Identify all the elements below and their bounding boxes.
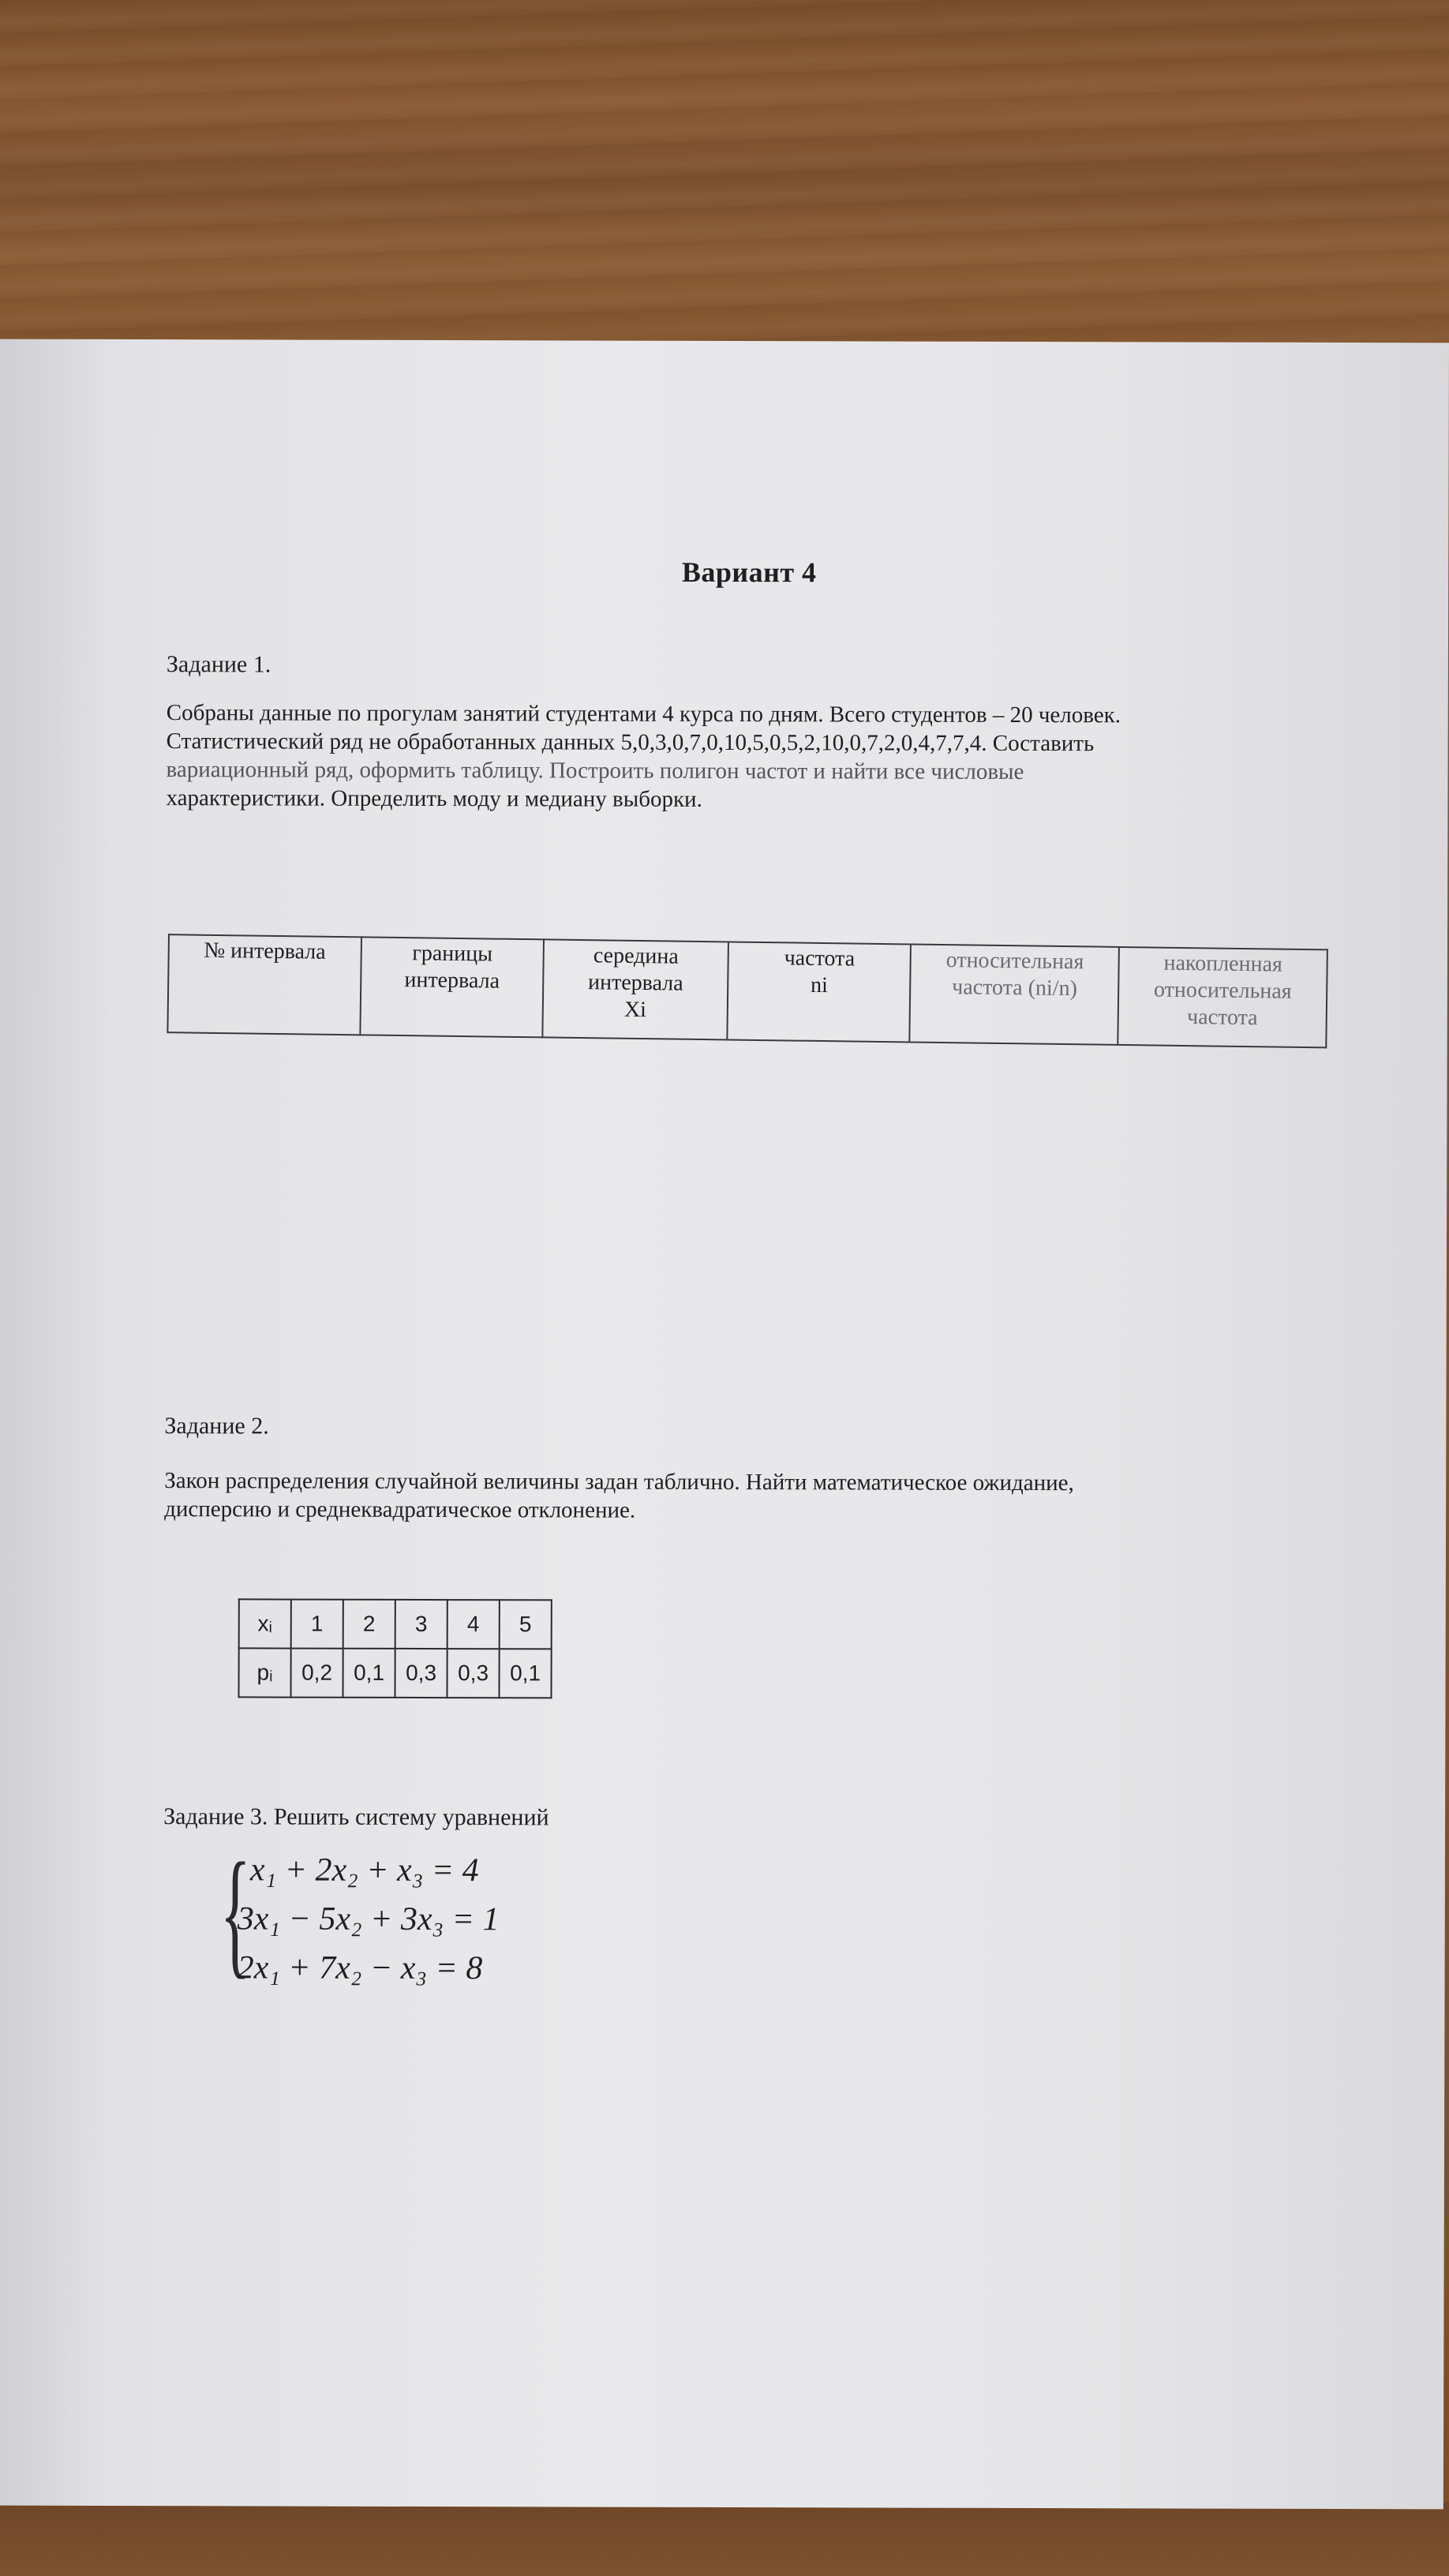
task2-line: Закон распределения случайной величины задан таблично. Найти математическое ожидание, (164, 1468, 1074, 1496)
table-header-cell: середина интервала Xi (543, 939, 728, 1039)
equation-1: x₁ + 2x₂ + x₃ = 4 (249, 1852, 479, 1889)
table-header-cell: № интервала (167, 934, 361, 1035)
table-header-cell: накопленная относительная частота (1118, 947, 1327, 1047)
equation-3: 2x₁ + 7x₂ − x₃ = 8 (237, 1949, 483, 1987)
task1-line: вариационный ряд, оформить таблицу. Построить полигон частот и найти все числовые (166, 757, 1024, 784)
table-header-cell: относительная частота (ni/n) (910, 944, 1119, 1044)
table-cell: 0,3 (395, 1649, 447, 1698)
task1-line: характеристики. Определить моду и медиану выборки. (166, 785, 702, 812)
variant-title: Вариант 4 (681, 556, 817, 589)
table-cell: 4 (447, 1600, 500, 1649)
table-cell: 1 (291, 1600, 343, 1649)
table-header-cell: частота ni (727, 942, 911, 1042)
equation-2: 3x₁ − 5x₂ + 3x₃ = 1 (237, 1900, 500, 1938)
task1-heading: Задание 1. (166, 651, 271, 678)
task2-heading: Задание 2. (164, 1413, 269, 1440)
table-cell: 3 (395, 1600, 447, 1649)
table-cell: 0,2 (290, 1649, 343, 1698)
distribution-table (238, 1598, 552, 1698)
wooden-table-background (0, 0, 1449, 363)
table-cell: 0,1 (343, 1649, 395, 1698)
wooden-table-edge (0, 2502, 1449, 2576)
table-cell: 0,1 (499, 1649, 551, 1698)
task2-line: дисперсию и среднеквадратическое отклонение. (164, 1496, 636, 1523)
table-row (167, 934, 1327, 1047)
table-cell: 0,3 (447, 1649, 499, 1698)
paper-sheet (0, 339, 1449, 2510)
task1-text (166, 698, 1286, 815)
left-brace: { (219, 1833, 251, 1991)
table-cell: 5 (500, 1600, 552, 1649)
task1-line: Собраны данные по прогулам занятий студентами 4 курса по дням. Всего студентов – 20 человек. (166, 700, 1121, 728)
table-row (238, 1648, 551, 1698)
task2-text (164, 1466, 1285, 1526)
x-label-cell: xᵢ (239, 1599, 291, 1648)
table-row (239, 1599, 552, 1649)
table-header-cell: границы интервала (360, 937, 544, 1037)
interval-table (167, 934, 1328, 1048)
task3-heading: Задание 3. Решить систему уравнений (163, 1803, 549, 1831)
task1-line: Статистический ряд не обработанных данных 5,0,3,0,7,0,10,5,0,5,2,10,0,7,2,0,4,7,7,4. Составить (166, 728, 1095, 757)
table-cell: 2 (343, 1600, 395, 1649)
p-label-cell: pᵢ (238, 1648, 290, 1697)
